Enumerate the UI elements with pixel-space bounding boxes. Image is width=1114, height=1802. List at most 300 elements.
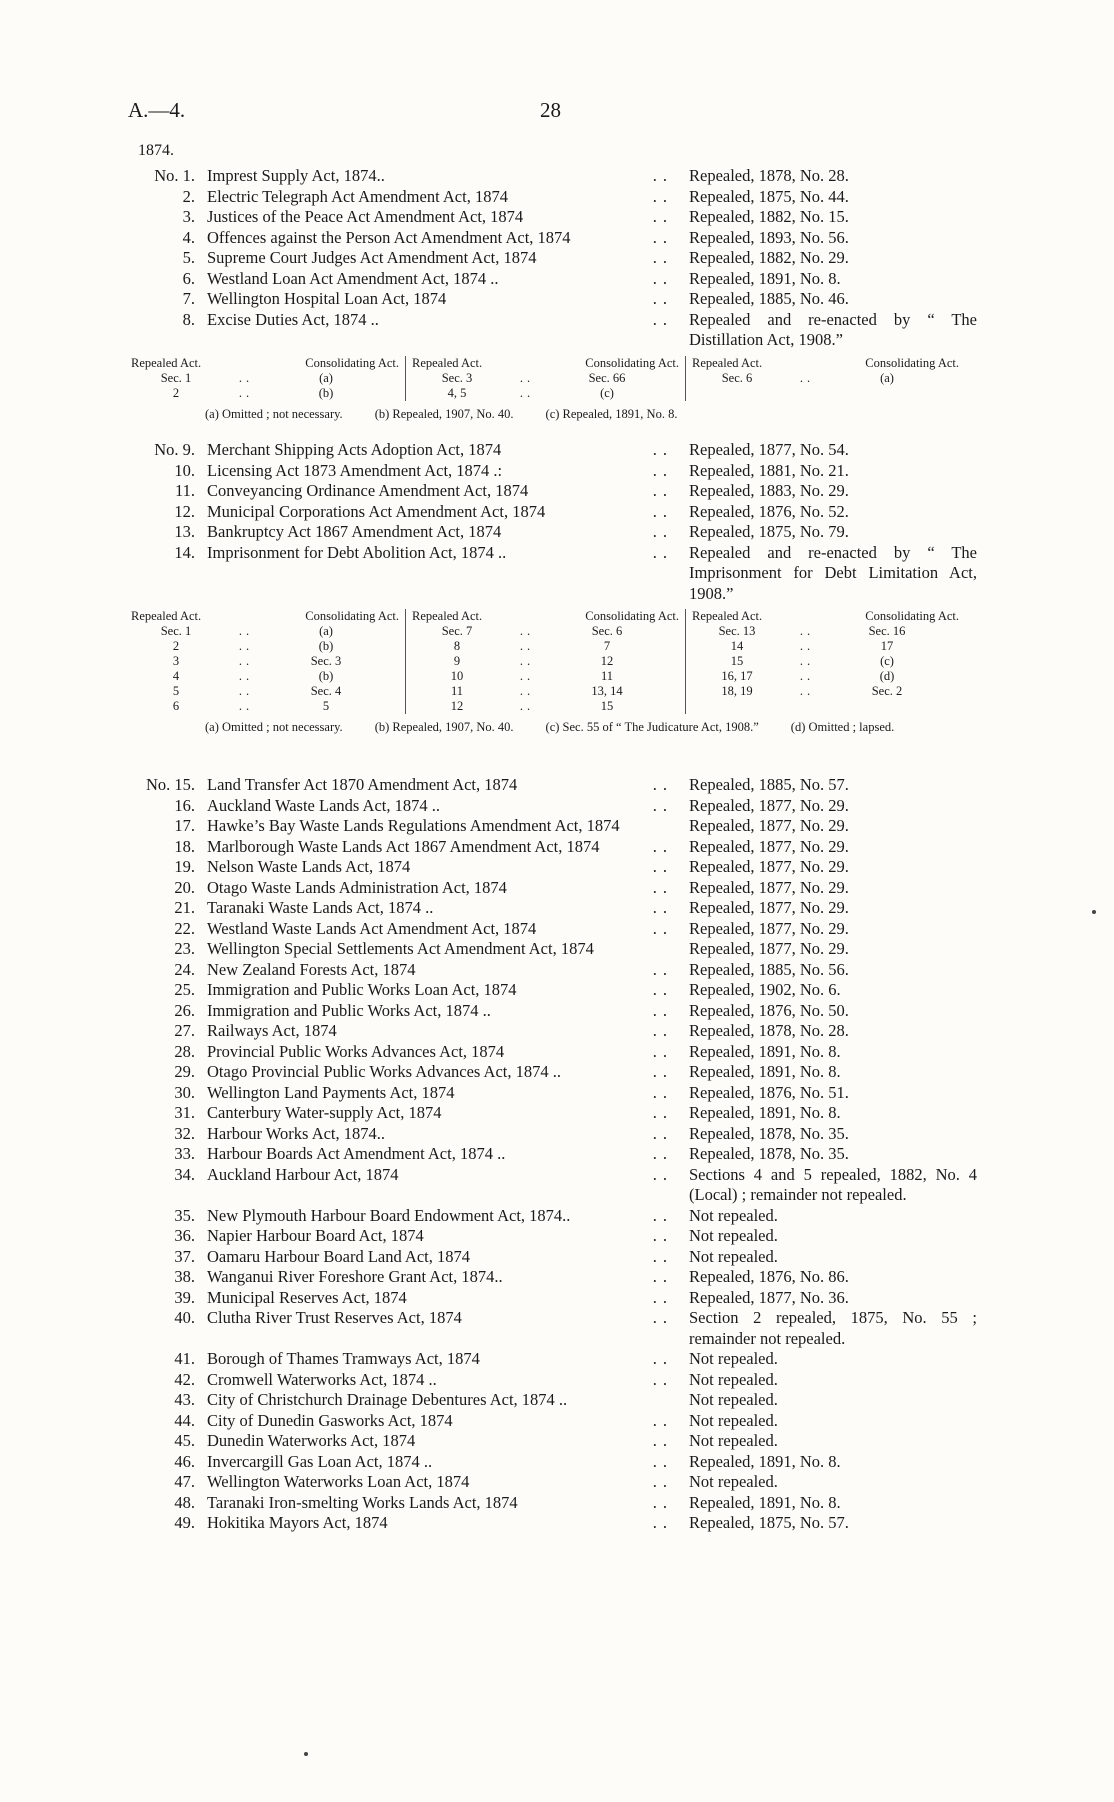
section-row [131, 654, 399, 669]
footnote: (a) Omitted ; not necessary. [205, 407, 343, 421]
act-status: Repealed, 1891, No. 8. [689, 1492, 841, 1512]
leader-dots: .. [652, 1369, 673, 1389]
repealed-section: 11 [450, 684, 464, 698]
act-entry [125, 461, 1005, 482]
section-column-header [131, 356, 399, 371]
leader-dots: .. [652, 980, 673, 999]
leader-dots: .. [652, 1431, 673, 1450]
section-table-excise [125, 356, 1005, 422]
act-title: Canterbury Water-supply Act, 1874 .. [207, 1103, 673, 1122]
act-title: Westland Waste Lands Act Amendment Act, 1874 .. [207, 918, 673, 938]
act-number: 14. [174, 542, 195, 562]
section-column [125, 356, 405, 401]
section-row [692, 371, 959, 386]
act-status: Repealed, 1877, No. 29. [689, 939, 849, 958]
section-row [412, 386, 679, 401]
consolidating-section: 11 [600, 669, 614, 683]
consolidating-section: Sec. 6 [591, 624, 623, 638]
section-row [412, 639, 679, 654]
scan-speck [304, 1752, 308, 1756]
leader-dots: .. [652, 1492, 673, 1512]
leader-dots: .. [652, 481, 673, 500]
consolidating-section: (b) [318, 669, 334, 683]
act-entry [125, 289, 1005, 310]
act-title: Supreme Court Judges Act Amendment Act, 1874 .. [207, 248, 673, 267]
act-title: Auckland Waste Lands Act, 1874 .. .. [207, 795, 673, 815]
act-entry [125, 481, 1005, 502]
act-title: Wellington Special Settlements Act Amendment Act, 1874 [207, 939, 594, 958]
repealed-act-header: Repealed Act. [412, 356, 483, 370]
act-status: Sections 4 and 5 repealed, 1882, No. 4 (Local) ; remainder not repealed. [689, 1164, 977, 1204]
section-row [131, 684, 399, 699]
consolidating-act-header: Consolidating Act. [305, 609, 399, 623]
act-number: 7. [182, 289, 195, 308]
section-row [412, 624, 679, 639]
act-entry [125, 1021, 1005, 1042]
leader-dots: .. [238, 684, 254, 698]
leader-dots: .. [652, 1062, 673, 1081]
repealed-section: Sec. 1 [160, 624, 192, 638]
leader-dots: .. [652, 1246, 673, 1266]
act-number: 20. [174, 877, 195, 897]
leader-dots: .. [652, 1451, 673, 1471]
leader-dots: .. [652, 542, 673, 562]
act-number: 26. [174, 1000, 195, 1020]
repealed-section: 18, 19 [721, 684, 753, 698]
section-column-header [692, 356, 959, 371]
act-title: Land Transfer Act 1870 Amendment Act, 1874 .. [207, 775, 673, 794]
act-title: Clutha River Trust Reserves Act, 1874 .. [207, 1308, 673, 1327]
consolidating-act-header: Consolidating Act. [305, 356, 399, 370]
repealed-act-header: Repealed Act. [131, 356, 202, 370]
act-title: Justices of the Peace Act Amendment Act, 1874 .. [207, 207, 673, 226]
section-column [685, 609, 965, 714]
act-status: Not repealed. [689, 1472, 778, 1491]
leader-dots: .. [652, 522, 673, 541]
leader-dots: .. [238, 386, 254, 400]
consolidating-section: 15 [600, 699, 614, 713]
act-entry [125, 1267, 1005, 1288]
act-entry [125, 1042, 1005, 1063]
act-number: 47. [174, 1472, 195, 1491]
act-number: No. 15. [145, 775, 195, 794]
act-status: Repealed, 1878, No. 35. [689, 1123, 849, 1143]
act-status: Repealed, 1876, No. 52. [689, 501, 849, 521]
consolidating-section: 12 [600, 654, 614, 668]
act-status: Repealed, 1885, No. 56. [689, 959, 849, 979]
act-status: Repealed, 1878, No. 28. [689, 166, 849, 185]
consolidating-section: (b) [318, 639, 334, 653]
act-entry [125, 939, 1005, 960]
leader-dots: .. [652, 501, 673, 521]
section-column [125, 609, 405, 714]
section-row [692, 684, 959, 699]
act-title: Immigration and Public Works Loan Act, 1874 .. [207, 980, 673, 999]
footnote: (c) Repealed, 1891, No. 8. [545, 407, 678, 421]
section-row [692, 654, 959, 669]
year-heading: 1874. [138, 142, 174, 159]
act-status: Repealed, 1877, No. 29. [689, 898, 849, 917]
act-number: 22. [174, 918, 195, 938]
leader-dots: .. [652, 207, 673, 226]
section-row [412, 699, 679, 714]
act-entry [125, 1452, 1005, 1473]
act-title: Railways Act, 1874 .. [207, 1021, 673, 1040]
act-status: Repealed, 1877, No. 54. [689, 440, 849, 459]
leader-dots: .. [652, 1349, 673, 1368]
act-number: 32. [174, 1123, 195, 1143]
leader-dots: .. [652, 836, 673, 856]
consolidating-section: 17 [880, 639, 894, 653]
act-title: Excise Duties Act, 1874 .. .. [207, 309, 673, 329]
act-number: 5. [182, 248, 195, 267]
section-column [405, 609, 685, 714]
leader-dots: .. [652, 795, 673, 815]
act-number: 41. [174, 1349, 195, 1368]
act-entry [125, 1226, 1005, 1247]
acts-list-9-14 [125, 440, 1005, 604]
act-entry [125, 1431, 1005, 1452]
act-title: New Zealand Forests Act, 1874 .. [207, 959, 673, 979]
act-status: Repealed, 1891, No. 8. [689, 1451, 841, 1471]
footnote: (a) Omitted ; not necessary. [205, 720, 343, 734]
leader-dots: .. [652, 857, 673, 876]
repealed-section: Sec. 7 [441, 624, 473, 638]
leader-dots: .. [519, 654, 535, 668]
leader-dots: .. [652, 1164, 673, 1184]
section-row [412, 654, 679, 669]
act-title: Municipal Reserves Act, 1874 .. [207, 1287, 673, 1307]
act-entry [125, 269, 1005, 290]
consolidating-section: Sec. 4 [310, 684, 342, 698]
leader-dots: .. [238, 371, 254, 385]
act-entry [125, 816, 1005, 837]
act-status: Repealed, 1876, No. 86. [689, 1267, 849, 1286]
act-status: Repealed, 1877, No. 29. [689, 795, 849, 815]
consolidating-act-header: Consolidating Act. [585, 356, 679, 370]
leader-dots: .. [652, 1513, 673, 1532]
act-title: Immigration and Public Works Act, 1874 .. .. [207, 1000, 673, 1020]
act-number: 38. [174, 1267, 195, 1286]
table-footnotes [125, 720, 1005, 735]
act-status: Repealed, 1875, No. 57. [689, 1513, 849, 1532]
leader-dots: .. [652, 1287, 673, 1307]
act-title: Cromwell Waterworks Act, 1874 .. .. [207, 1369, 673, 1389]
act-title: Napier Harbour Board Act, 1874 .. [207, 1226, 673, 1245]
act-entry [125, 1165, 1005, 1206]
act-title: Auckland Harbour Act, 1874 .. [207, 1164, 673, 1184]
act-number: 11. [174, 481, 195, 500]
footnote: (b) Repealed, 1907, No. 40. [374, 720, 514, 734]
leader-dots: .. [652, 309, 673, 329]
act-entry [125, 1103, 1005, 1124]
leader-dots: .. [519, 669, 535, 683]
consolidating-section: (a) [319, 371, 333, 385]
page-number: 28 [540, 98, 561, 122]
repealed-act-header: Repealed Act. [131, 609, 202, 623]
act-number: 21. [174, 898, 195, 917]
act-title: Taranaki Iron-smelting Works Lands Act, 1874 .. [207, 1492, 673, 1512]
act-status: Repealed, 1878, No. 35. [689, 1144, 849, 1163]
leader-dots: .. [238, 669, 254, 683]
act-number: 25. [174, 980, 195, 999]
table-footnotes [125, 407, 1005, 422]
act-number: 40. [174, 1308, 195, 1327]
leader-dots: .. [652, 289, 673, 308]
leader-dots: .. [519, 386, 535, 400]
repealed-section: 16, 17 [721, 669, 753, 683]
act-number: 13. [174, 522, 195, 541]
act-status: Not repealed. [689, 1410, 778, 1430]
act-title: City of Christchurch Drainage Debentures Act, 1874 .. [207, 1390, 568, 1409]
act-title: Merchant Shipping Acts Adoption Act, 1874 .. [207, 440, 673, 459]
leader-dots: .. [652, 1103, 673, 1122]
series-reference: A.—4. [128, 98, 186, 122]
act-number: No. 9. [154, 440, 195, 459]
section-row [692, 624, 959, 639]
act-entry [125, 1349, 1005, 1370]
act-status: Not repealed. [689, 1246, 778, 1266]
act-title: Licensing Act 1873 Amendment Act, 1874 .: .. [207, 460, 673, 480]
repealed-section: 4 [172, 669, 180, 683]
act-status: Repealed, 1875, No. 44. [689, 186, 849, 206]
act-status: Repealed, 1882, No. 29. [689, 248, 849, 267]
consolidating-act-header: Consolidating Act. [585, 609, 679, 623]
section-row [692, 639, 959, 654]
act-entry [125, 796, 1005, 817]
act-title: Hawke’s Bay Waste Lands Regulations Amendment Act, 1874 [207, 816, 620, 835]
leader-dots: .. [652, 1123, 673, 1143]
leader-dots: .. [799, 639, 815, 653]
act-entry [125, 1001, 1005, 1022]
act-number: 37. [174, 1246, 195, 1266]
act-title: Wellington Waterworks Loan Act, 1874 .. [207, 1472, 673, 1491]
leader-dots: .. [519, 624, 535, 638]
act-title: City of Dunedin Gasworks Act, 1874 .. [207, 1410, 673, 1430]
act-title: Municipal Corporations Act Amendment Act, 1874 .. [207, 501, 673, 521]
footnote: (b) Repealed, 1907, No. 40. [374, 407, 514, 421]
act-number: 30. [174, 1082, 195, 1102]
scan-speck [1092, 910, 1096, 914]
act-title: Borough of Thames Tramways Act, 1874 .. [207, 1349, 673, 1368]
section-row [131, 699, 399, 714]
act-entry [125, 1144, 1005, 1165]
act-entry [125, 440, 1005, 461]
act-number: 44. [174, 1410, 195, 1430]
act-status: Repealed, 1885, No. 57. [689, 775, 849, 794]
leader-dots: .. [652, 1205, 673, 1225]
act-number: 29. [174, 1062, 195, 1081]
repealed-section: 9 [453, 654, 461, 668]
act-entry [125, 1247, 1005, 1268]
consolidating-section: Sec. 16 [868, 624, 906, 638]
consolidating-section: Sec. 66 [588, 371, 626, 385]
act-entry [125, 1124, 1005, 1145]
act-title: Dunedin Waterworks Act, 1874 .. [207, 1431, 673, 1450]
act-entry [125, 543, 1005, 605]
act-number: 17. [174, 816, 195, 835]
consolidating-section: (a) [880, 371, 894, 385]
act-title: Wellington Hospital Loan Act, 1874 .. [207, 289, 673, 308]
acts-list-15-49 [125, 775, 1005, 1534]
leader-dots: .. [652, 1082, 673, 1102]
leader-dots: .. [652, 227, 673, 247]
act-status: Repealed, 1877, No. 29. [689, 857, 849, 876]
leader-dots: .. [799, 371, 815, 385]
act-number: 3. [182, 207, 195, 226]
act-status: Repealed and re-enacted by “ The Imprisonment for Debt Limitation Act, 1908.” [689, 542, 977, 603]
act-status: Not repealed. [689, 1369, 778, 1389]
leader-dots: .. [652, 1000, 673, 1020]
act-number: 2. [182, 186, 195, 206]
act-entry [125, 1308, 1005, 1349]
act-number: 6. [182, 268, 195, 288]
act-entry [125, 187, 1005, 208]
section-column-header [692, 609, 959, 624]
act-entry [125, 1493, 1005, 1514]
leader-dots: .. [238, 654, 254, 668]
act-number: 42. [174, 1369, 195, 1389]
leader-dots: .. [519, 371, 535, 385]
act-entry [125, 837, 1005, 858]
act-entry [125, 228, 1005, 249]
act-title: Oamaru Harbour Board Land Act, 1874 .. [207, 1246, 673, 1266]
section-column-header [131, 609, 399, 624]
acts-list-1-8 [125, 166, 1005, 351]
act-status: Repealed, 1875, No. 79. [689, 522, 849, 541]
section-table-imprisonment [125, 609, 1005, 735]
section-column [685, 356, 965, 401]
section-columns [125, 356, 1005, 401]
act-number: 36. [174, 1226, 195, 1245]
section-row [412, 684, 679, 699]
repealed-section: Sec. 6 [721, 371, 753, 385]
repealed-section: 14 [730, 639, 744, 653]
act-title: Nelson Waste Lands Act, 1874 .. [207, 857, 673, 876]
act-status: Repealed, 1885, No. 46. [689, 289, 849, 308]
footnote: (c) Sec. 55 of “ The Judicature Act, 1908.” [545, 720, 759, 734]
section-row [131, 386, 399, 401]
act-status: Repealed, 1877, No. 29. [689, 877, 849, 897]
act-title: Marlborough Waste Lands Act 1867 Amendment Act, 1874 .. [207, 836, 673, 856]
leader-dots: .. [652, 1041, 673, 1061]
leader-dots: .. [652, 918, 673, 938]
act-entry [125, 960, 1005, 981]
act-title: Provincial Public Works Advances Act, 1874 .. [207, 1041, 673, 1061]
act-entry [125, 207, 1005, 228]
leader-dots: .. [652, 1410, 673, 1430]
act-title: Taranaki Waste Lands Act, 1874 .. .. [207, 898, 673, 917]
act-entry [125, 248, 1005, 269]
act-status: Not repealed. [689, 1390, 778, 1409]
section-column-header [412, 356, 679, 371]
act-status: Not repealed. [689, 1431, 778, 1450]
act-status: Repealed, 1893, No. 56. [689, 227, 849, 247]
repealed-section: 12 [450, 699, 464, 713]
act-status: Repealed, 1902, No. 6. [689, 980, 841, 999]
act-number: 10. [174, 460, 195, 480]
act-status: Repealed, 1881, No. 21. [689, 460, 849, 480]
act-entry [125, 1206, 1005, 1227]
leader-dots: .. [238, 624, 254, 638]
leader-dots: .. [799, 684, 815, 698]
act-title: Westland Loan Act Amendment Act, 1874 .. .. [207, 268, 673, 288]
consolidating-section: (c) [600, 386, 614, 400]
consolidating-section: (a) [319, 624, 333, 638]
act-status: Repealed, 1882, No. 15. [689, 207, 849, 226]
act-status: Section 2 repealed, 1875, No. 55 ; remainder not repealed. [689, 1308, 977, 1348]
consolidating-section: 13, 14 [591, 684, 623, 698]
act-number: 24. [174, 959, 195, 979]
act-status: Repealed, 1891, No. 8. [689, 1103, 841, 1122]
consolidating-section: (b) [318, 386, 334, 400]
act-title: Wanganui River Foreshore Grant Act, 1874.. .. [207, 1267, 673, 1286]
act-title: Bankruptcy Act 1867 Amendment Act, 1874 .. [207, 522, 673, 541]
act-number: 39. [174, 1287, 195, 1307]
act-entry [125, 878, 1005, 899]
act-title: Imprisonment for Debt Abolition Act, 1874 .. .. [207, 542, 673, 562]
act-status: Repealed, 1891, No. 8. [689, 1041, 841, 1061]
leader-dots: .. [238, 699, 254, 713]
consolidating-act-header: Consolidating Act. [865, 609, 959, 623]
repealed-section: 15 [730, 654, 744, 668]
leader-dots: .. [652, 1472, 673, 1491]
consolidating-section: 7 [603, 639, 611, 653]
act-entry [125, 857, 1005, 878]
act-title: Harbour Boards Act Amendment Act, 1874 .. .. [207, 1144, 673, 1163]
act-number: 12. [174, 501, 195, 521]
act-number: 31. [174, 1103, 195, 1122]
section-row [131, 624, 399, 639]
act-status: Repealed and re-enacted by “ The Distillation Act, 1908.” [689, 309, 977, 349]
act-status: Repealed, 1877, No. 29. [689, 816, 849, 835]
repealed-act-header: Repealed Act. [692, 356, 763, 370]
act-title: Conveyancing Ordinance Amendment Act, 1874 .. [207, 481, 673, 500]
act-title: Offences against the Person Act Amendment Act, 1874 .. [207, 227, 673, 247]
act-number: 49. [174, 1513, 195, 1532]
leader-dots: .. [652, 440, 673, 459]
section-row [692, 669, 959, 684]
leader-dots: .. [519, 699, 535, 713]
repealed-section: 10 [450, 669, 464, 683]
act-number: 34. [174, 1164, 195, 1184]
act-number: 23. [174, 939, 195, 958]
act-entry [125, 919, 1005, 940]
act-status: Repealed, 1891, No. 8. [689, 1062, 841, 1081]
leader-dots: .. [799, 669, 815, 683]
act-status: Repealed, 1891, No. 8. [689, 268, 841, 288]
repealed-section: 6 [172, 699, 180, 713]
repealed-section: Sec. 1 [160, 371, 192, 385]
leader-dots: .. [652, 268, 673, 288]
act-title: New Plymouth Harbour Board Endowment Act, 1874.. .. [207, 1205, 673, 1225]
leader-dots: .. [799, 624, 815, 638]
leader-dots: .. [652, 166, 673, 185]
leader-dots: .. [652, 959, 673, 979]
act-entry [125, 310, 1005, 351]
footnote: (d) Omitted ; lapsed. [790, 720, 895, 734]
act-number: 28. [174, 1041, 195, 1061]
act-number: 18. [174, 836, 195, 856]
act-title: Otago Waste Lands Administration Act, 1874 .. [207, 877, 673, 897]
leader-dots: .. [652, 1144, 673, 1163]
act-status: Not repealed. [689, 1205, 778, 1225]
act-entry [125, 1062, 1005, 1083]
act-number: No. 1. [154, 166, 195, 185]
leader-dots: .. [652, 248, 673, 267]
act-entry [125, 775, 1005, 796]
section-row [412, 669, 679, 684]
